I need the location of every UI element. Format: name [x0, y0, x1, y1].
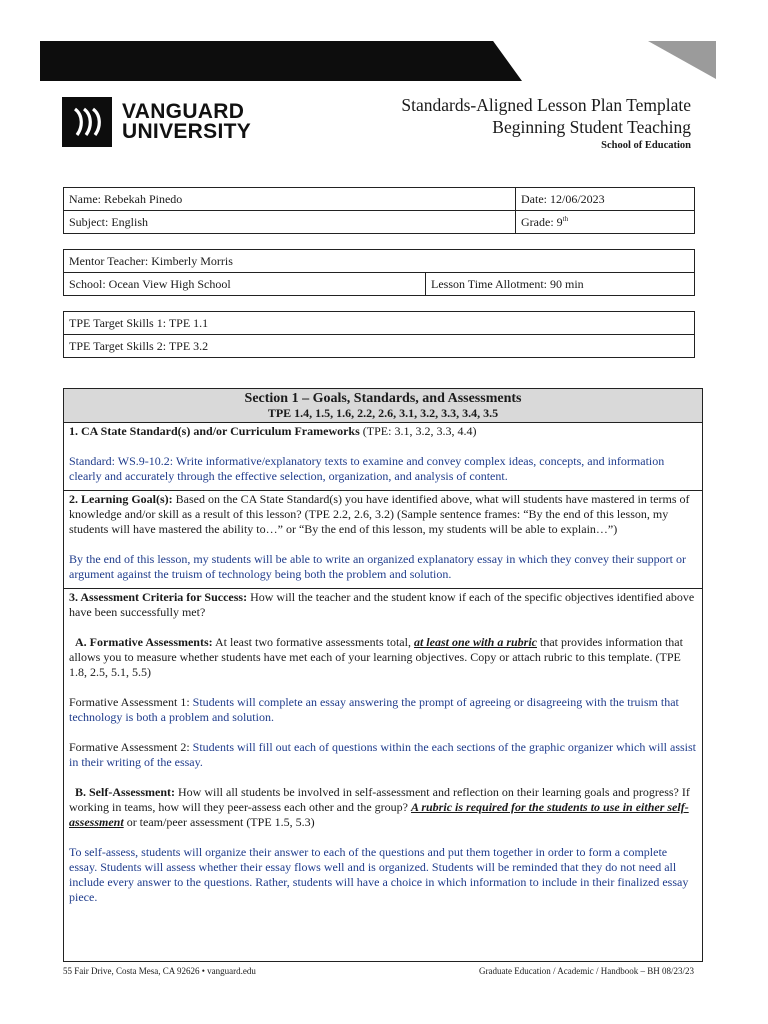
tpe-skill-1-cell: TPE Target Skills 1: TPE 1.1 [64, 312, 695, 335]
time-allotment-cell: Lesson Time Allotment: 90 min [426, 273, 695, 296]
header-black-bar [40, 41, 522, 81]
fa2-label: Formative Assessment 2: [69, 740, 193, 754]
standards-box [64, 423, 702, 491]
standards-label: 1. CA State Standard(s) and/or Curriculum Frameworks [69, 424, 360, 438]
formative-label: A. Formative Assessments: [75, 635, 213, 649]
student-info-table [63, 187, 695, 234]
self-assessment-emphasis: A rubric is required for the students to use in either self-assessment [69, 800, 689, 829]
section-1-header [64, 389, 702, 423]
assessment-question [69, 590, 697, 620]
title-line-3: School of Education [601, 140, 691, 151]
title-line-1: Standards-Aligned Lesson Plan Template [401, 95, 691, 115]
logo-line-2: UNIVERSITY [122, 120, 252, 143]
learning-goal-question [69, 492, 697, 537]
footer-handbook: Graduate Education / Academic / Handbook – BH 08/23/23 [479, 966, 694, 976]
formative-text-2: that provides information that allows you to measure whether students have met each of your learning objectives. Copy or attach rubric to this template. (TPE 1.8, 2.5, 5.1, 5.5) [69, 635, 683, 679]
self-assessment-prompt [69, 785, 697, 830]
grade-cell [516, 211, 695, 234]
header-corner-triangle [648, 41, 716, 79]
title-line-2: Beginning Student Teaching [492, 117, 691, 137]
section-1-box [63, 388, 703, 962]
grade-superscript: th [562, 214, 569, 223]
learning-goal-answer: By the end of this lesson, my students will be able to write an organized explanatory essay in which they convey their support or argument against the truism of technology being both the problem and solution. [69, 552, 686, 581]
subject-cell: Subject: English [64, 211, 516, 234]
date-cell: Date: 12/06/2023 [516, 188, 695, 211]
flame-logo-icon [62, 97, 112, 147]
self-assessment-text-2: or team/peer assessment (TPE 1.5, 5.3) [123, 815, 315, 829]
formative-assessment-1 [69, 695, 697, 725]
tpe-skills-table [63, 311, 695, 358]
assessment-prompt: How will the teacher and the student know if each of the specific objectives identified above have been successfully met? [69, 590, 695, 619]
tpe-skill-2-cell: TPE Target Skills 2: TPE 3.2 [64, 335, 695, 358]
formative-prompt [69, 635, 697, 680]
learning-goal-box [64, 491, 702, 589]
formative-assessment-2 [69, 740, 697, 770]
section-1-tpe: TPE 1.4, 1.5, 1.6, 2.2, 2.6, 3.1, 3.2, 3.3, 3.4, 3.5 [267, 406, 499, 420]
learning-goal-label: 2. Learning Goal(s): [69, 492, 173, 506]
fa2-answer: Students will fill out each of questions within the each sections of the graphic organizer which will assist in their writing of the essay. [69, 740, 697, 769]
assessment-label: 3. Assessment Criteria for Success: [69, 590, 248, 604]
self-assessment-text-1: How will all students be involved in self-assessment and reflection on their learning goals and progress? If working in teams, how will they peer-assess each other and the group? [69, 785, 690, 814]
self-assessment-answer: To self-assess, students will organize their answer to each of the questions and put them together in order to form a complete essay. Students will assess whether their essay flows well and is organized. Students will be reminded that they do not need all include every answer to the questions. Rather, students will have a choice in which information to include in their finalized essay piece. [69, 845, 689, 904]
name-cell: Name: Rebekah Pinedo [64, 188, 516, 211]
standards-answer: Standard: WS.9-10.2: Write informative/explanatory texts to examine and convey complex ideas, concepts, and information clearly and accurately through the effective selection, organization, and analysis of content. [69, 454, 665, 483]
footer-address: 55 Fair Drive, Costa Mesa, CA 92626 • vanguard.edu [63, 966, 256, 976]
standards-question [69, 424, 697, 439]
fa1-label: Formative Assessment 1: [69, 695, 193, 709]
logo-line-1: VANGUARD [122, 100, 245, 123]
fa1-answer: Students will complete an essay answering the prompt of agreeing or disagreeing with the truism that technology is both a problem and solution. [69, 695, 679, 724]
self-assessment-label: B. Self-Assessment: [75, 785, 175, 799]
logo-wordmark [122, 102, 251, 142]
assessment-box [64, 589, 702, 911]
mentor-info-table [63, 249, 695, 296]
standards-tpe: (TPE: 3.1, 3.2, 3.3, 4.4) [359, 424, 477, 438]
mentor-cell: Mentor Teacher: Kimberly Morris [64, 250, 695, 273]
grade-value: Grade: 9 [521, 214, 563, 229]
vanguard-logo [62, 97, 251, 147]
formative-text-1: At least two formative assessments total, [212, 635, 414, 649]
formative-emphasis: at least one with a rubric [413, 635, 537, 649]
document-title [401, 94, 691, 153]
learning-goal-prompt: Based on the CA State Standard(s) you have identified above, what will students have mastered in terms of knowledge and/or skill as a result of this lesson? (TPE 2.2, 2.6, 3.2) (Sample sentence frames: “By the end of this lesson, my students will have mastered the ability to…” or “By the end of this lesson, my students will be able to explain…”) [69, 492, 690, 536]
school-cell: School: Ocean View High School [64, 273, 426, 296]
section-1-title: Section 1 – Goals, Standards, and Assessments [244, 391, 522, 406]
